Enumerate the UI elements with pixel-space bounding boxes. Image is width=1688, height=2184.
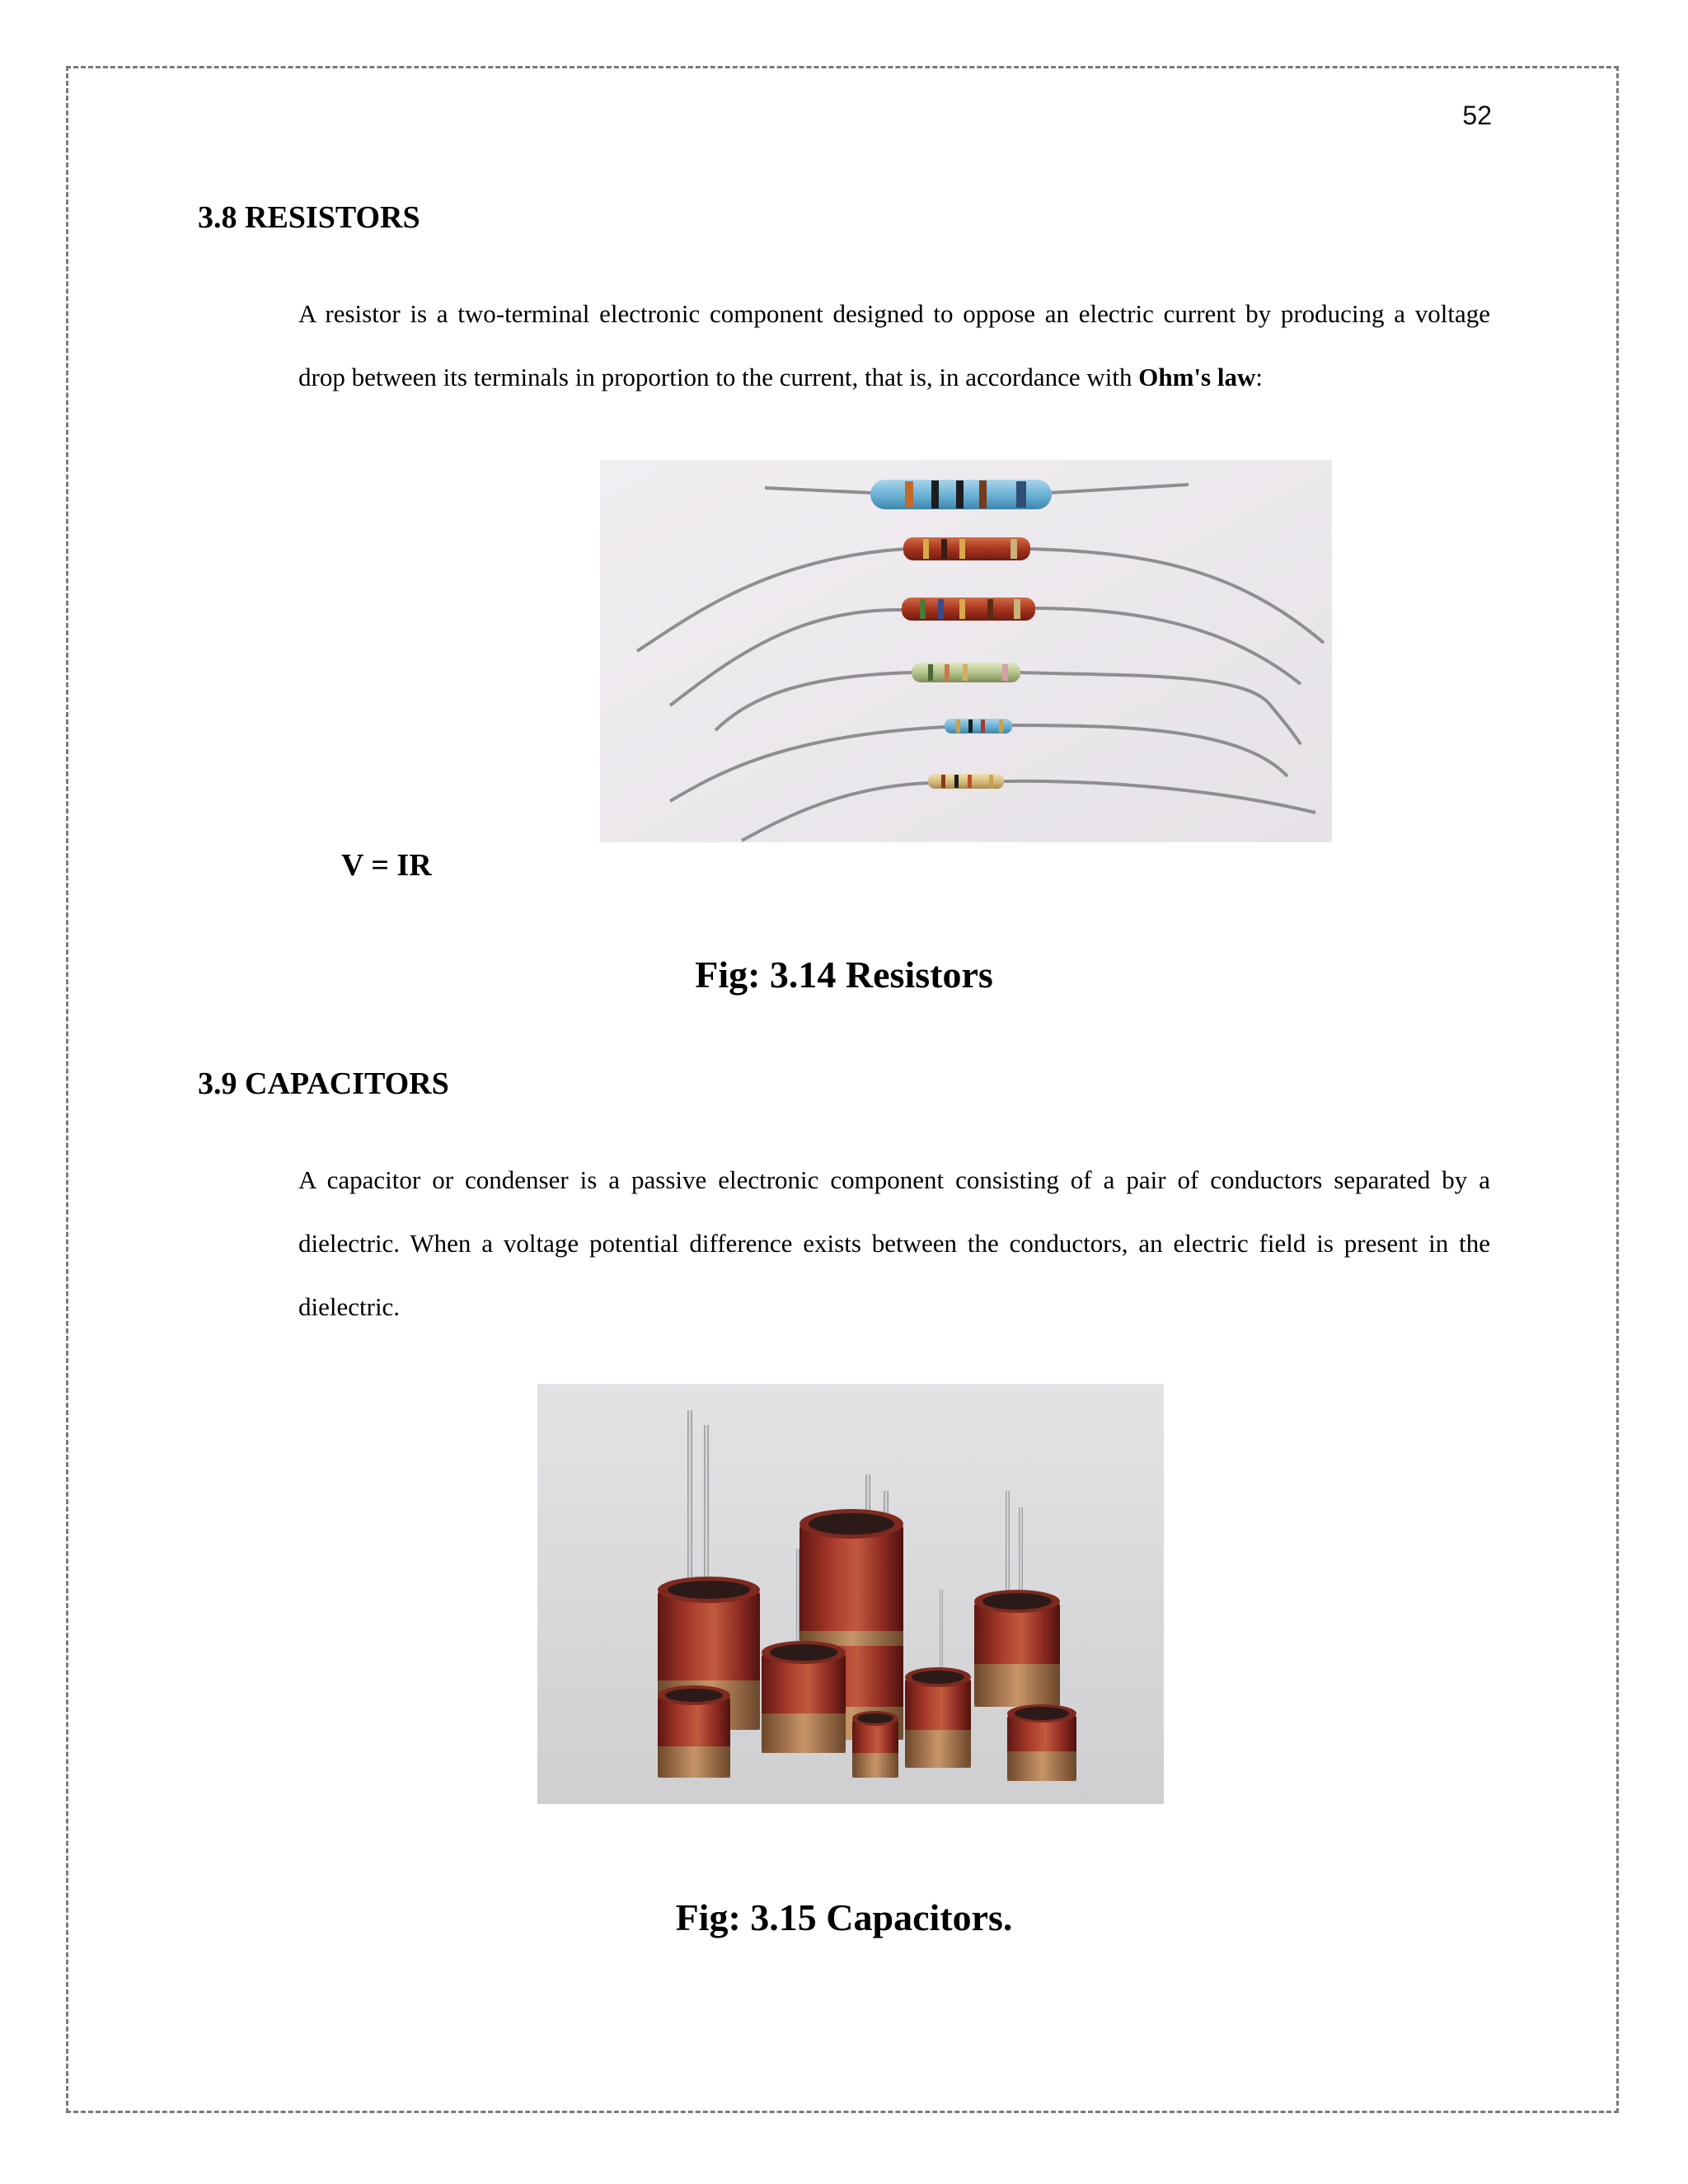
capacitors-photo [537, 1384, 1164, 1804]
resistors-heading: 3.8 RESISTORS [198, 200, 420, 235]
resistors-figure-caption: Fig: 3.14 Resistors [695, 954, 993, 996]
capacitors-paragraph [298, 1148, 1490, 1338]
resistors-paragraph-text: A resistor is a two-terminal electronic component designed to oppose an electric current by producing a voltage drop between its terminals in proportion to the current, that is, in accordance with [298, 299, 1490, 391]
capacitors-photo-icon [537, 1384, 1164, 1804]
capacitors-figure-caption: Fig: 3.15 Capacitors. [675, 1896, 1013, 1938]
capacitors-heading: 3.9 CAPACITORS [198, 1066, 449, 1101]
resistors-paragraph-end: : [1255, 363, 1263, 391]
resistors-photo [600, 460, 1332, 842]
ohms-law-equation: V = IR [341, 848, 432, 883]
capacitors-paragraph-text: A capacitor or condenser is a passive electronic component consisting of a pair of conductors separated by a dielectric. When a voltage potential difference exists between the conductors, an electric field is present in the dielectric. [298, 1165, 1490, 1321]
resistors-paragraph [298, 282, 1490, 409]
resistors-photo-icon [600, 460, 1332, 842]
page-number: 52 [1462, 101, 1492, 130]
ohms-law-term: Ohm's law [1138, 363, 1256, 391]
